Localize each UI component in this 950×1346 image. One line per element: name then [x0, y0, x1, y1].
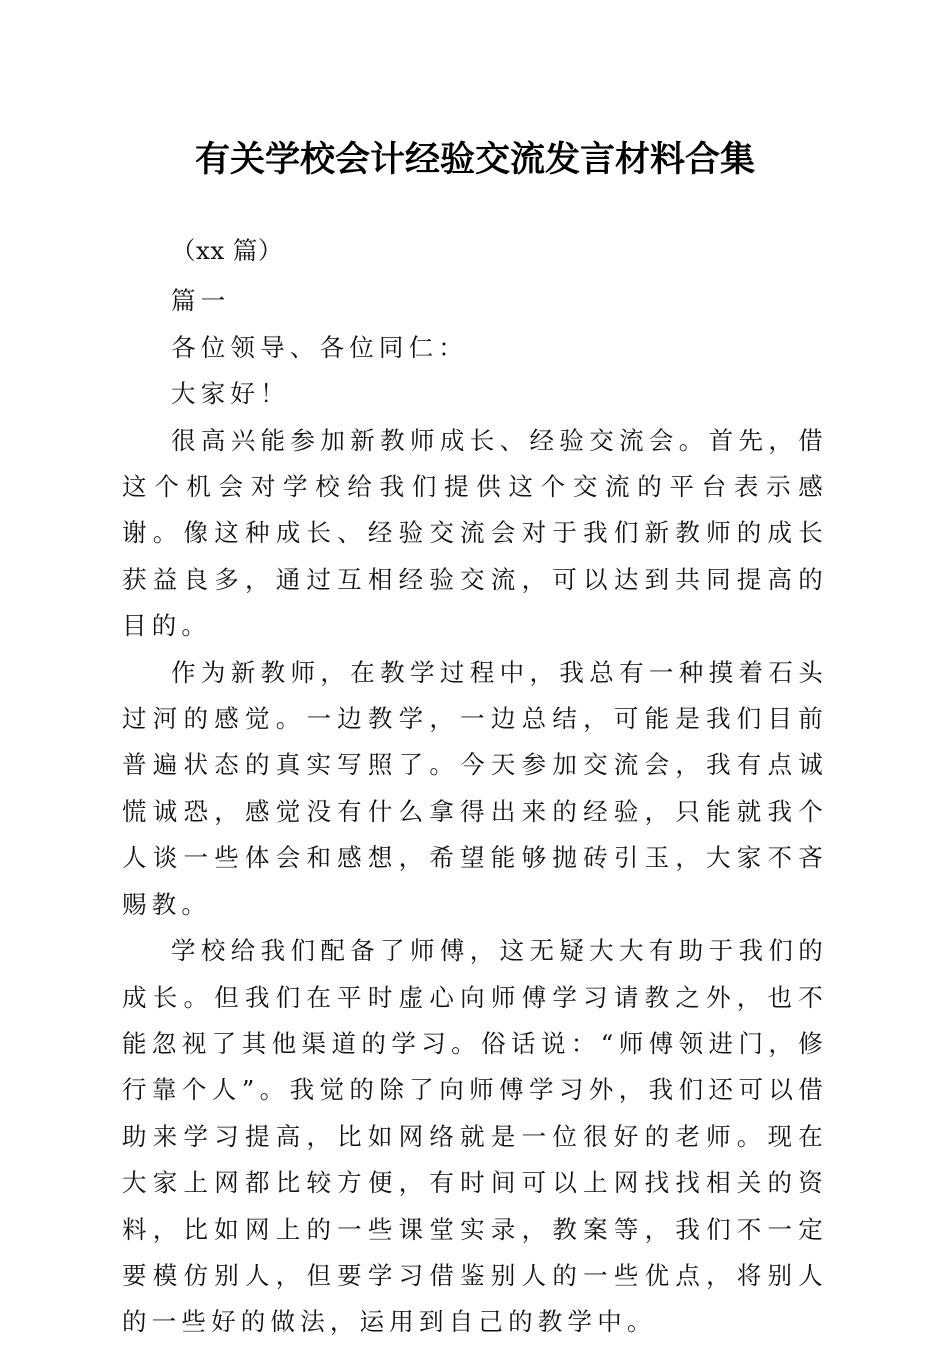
paragraph-2: 作为新教师，在教学过程中，我总有一种摸着石头过河的感觉。一边教学，一边总结，可能是我们目前普遍状态的真实写照了。今天参加交流会，我有点诚慌诚恐，感觉没有什么拿得出来的经验，只能就我个人谈一些体会和感想，希望能够抛砖引玉，大家不吝赐教。	[122, 657, 828, 919]
greeting: 大家好！	[171, 379, 290, 409]
document-title: 有关学校会计经验交流发言材料合集	[194, 139, 755, 180]
paragraph-1: 很高兴能参加新教师成长、经验交流会。首先，借这个机会对学校给我们提供这个交流的平台表示感谢。像这种成长、经验交流会对于我们新教师的成长获益良多，通过互相经验交流，可以达到共同提高的目的。	[122, 425, 828, 641]
document-body	[122, 228, 828, 1346]
paragraph-3: 学校给我们配备了师傅，这无疑大大有助于我们的成长。但我们在平时虚心向师傅学习请教之外，也不能忽视了其他渠道的学习。俗话说：“师傅领进门，修行靠个人”。我觉的除了向师傅学习外，我们还可以借助来学习提高，比如网络就是一位很好的老师。现在大家上网都比较方便，有时间可以上网找找相关的资料，比如网上的一些课堂实录，教案等，我们不一定要模仿别人，但要学习借鉴别人的一些优点，将别人的一些好的做法，运用到自己的教学中。	[122, 936, 828, 1337]
salutation: 各位领导、各位同仁：	[171, 332, 468, 362]
section-heading: 篇一	[171, 286, 231, 316]
article-count-note: （xx 篇）	[171, 236, 283, 265]
